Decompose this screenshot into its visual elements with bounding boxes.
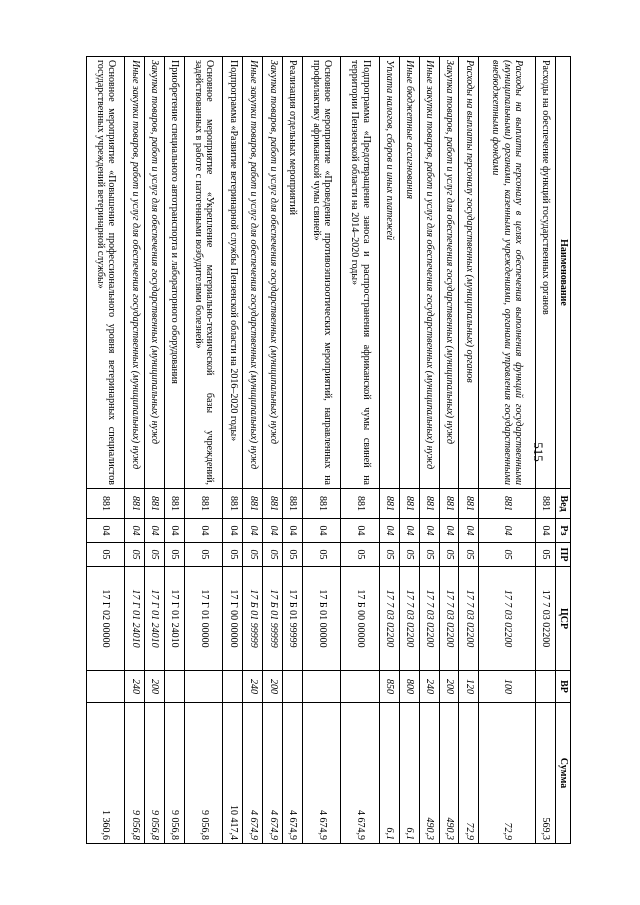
cell-sum: 1 360,6 [87, 703, 125, 844]
cell-ved: 881 [145, 489, 165, 519]
cell-vr [223, 671, 243, 703]
cell-ved: 881 [341, 489, 379, 519]
cell-pr: 05 [379, 543, 399, 567]
cell-csr: 17 Б 01 00000 [303, 567, 341, 671]
cell-sum: 72,9 [459, 703, 479, 844]
cell-rz: 04 [399, 519, 419, 543]
table-row [263, 57, 283, 844]
cell-rz: 04 [379, 519, 399, 543]
cell-sum: 9 056,8 [145, 703, 165, 844]
cell-pr: 05 [459, 543, 479, 567]
cell-sum: 569,3 [536, 703, 556, 844]
cell-csr: 17 Г 00 00000 [223, 567, 243, 671]
table-header-row [556, 57, 571, 844]
cell-pr: 05 [87, 543, 125, 567]
cell-pr: 05 [185, 543, 223, 567]
cell-pr: 05 [536, 543, 556, 567]
table-row [536, 57, 556, 844]
cell-rz: 04 [459, 519, 479, 543]
cell-csr: 17 Г 01 00000 [185, 567, 223, 671]
cell-name: Иные бюджетные ассигнования [399, 57, 419, 489]
header-csr: ЦСР [556, 567, 571, 671]
table-row [379, 57, 399, 844]
cell-vr [536, 671, 556, 703]
header-pr: ПР [556, 543, 571, 567]
cell-name: Закупка товаров, работ и услуг для обеспечения государственных (муниципальных) нужд [145, 57, 165, 489]
table-row [165, 57, 185, 844]
cell-csr: 17 Г 01 24010 [125, 567, 145, 671]
cell-sum: 4 674,9 [341, 703, 379, 844]
cell-name: Расходы на выплаты персоналу в целях обеспечения выполнения функций государственными (муниципальными) органами, казенными учреждениями, органами управления государственными внебюджетными фондами [479, 57, 536, 489]
header-name: Наименование [556, 57, 571, 489]
cell-name: Расходы на выплаты персоналу государственных (муниципальных) органов [459, 57, 479, 489]
cell-rz: 04 [125, 519, 145, 543]
cell-rz: 04 [439, 519, 459, 543]
cell-vr: 200 [145, 671, 165, 703]
cell-csr: 17 7 03 02200 [459, 567, 479, 671]
cell-ved: 881 [165, 489, 185, 519]
cell-vr [165, 671, 185, 703]
table-row [283, 57, 303, 844]
cell-csr: 17 7 03 02200 [379, 567, 399, 671]
table-row [223, 57, 243, 844]
cell-pr: 05 [419, 543, 439, 567]
cell-sum: 9 056,8 [185, 703, 223, 844]
cell-sum: 6,1 [379, 703, 399, 844]
table-row [185, 57, 223, 844]
cell-ved: 881 [303, 489, 341, 519]
cell-ved: 881 [536, 489, 556, 519]
cell-sum: 9 056,8 [125, 703, 145, 844]
cell-vr [341, 671, 379, 703]
cell-pr: 05 [243, 543, 263, 567]
cell-pr: 05 [283, 543, 303, 567]
cell-name: Иные закупки товаров, работ и услуг для обеспечения государственных (муниципальных) нужд [125, 57, 145, 489]
cell-rz: 04 [341, 519, 379, 543]
cell-csr: 17 Г 01 24010 [165, 567, 185, 671]
cell-vr: 850 [379, 671, 399, 703]
table-row [459, 57, 479, 844]
table-row [479, 57, 536, 844]
cell-vr [87, 671, 125, 703]
cell-sum: 4 674,9 [283, 703, 303, 844]
cell-rz: 04 [243, 519, 263, 543]
cell-ved: 881 [223, 489, 243, 519]
cell-pr: 05 [303, 543, 341, 567]
cell-name: Уплата налогов, сборов и иных платежей [379, 57, 399, 489]
table-row [87, 57, 125, 844]
cell-sum: 4 674,9 [303, 703, 341, 844]
cell-vr [303, 671, 341, 703]
cell-pr: 05 [223, 543, 243, 567]
cell-ved: 881 [479, 489, 536, 519]
cell-csr: 17 Г 02 00000 [87, 567, 125, 671]
cell-vr [185, 671, 223, 703]
cell-ved: 881 [379, 489, 399, 519]
budget-table-container [86, 56, 571, 843]
cell-pr: 05 [125, 543, 145, 567]
cell-pr: 05 [399, 543, 419, 567]
table-row [145, 57, 165, 844]
cell-ved: 881 [243, 489, 263, 519]
table-row [439, 57, 459, 844]
cell-pr: 05 [479, 543, 536, 567]
cell-name: Реализация отдельных мероприятий [283, 57, 303, 489]
cell-csr: 17 Б 01 99999 [263, 567, 283, 671]
cell-ved: 881 [263, 489, 283, 519]
cell-vr: 100 [479, 671, 536, 703]
table-row [399, 57, 419, 844]
cell-vr: 120 [459, 671, 479, 703]
cell-pr: 05 [165, 543, 185, 567]
cell-sum: 4 674,9 [243, 703, 263, 844]
cell-vr: 200 [439, 671, 459, 703]
table-row [419, 57, 439, 844]
cell-name: Основное мероприятие «Повышение профессионального уровня ветеринарных специалистов государственных учреждений ветеринарной службы» [87, 57, 125, 489]
cell-sum: 72,9 [479, 703, 536, 844]
cell-csr: 17 7 03 02200 [399, 567, 419, 671]
page-number: 515 [531, 442, 546, 462]
cell-name: Закупка товаров, работ и услуг для обеспечения государственных (муниципальных) нужд [439, 57, 459, 489]
cell-rz: 04 [419, 519, 439, 543]
cell-rz: 04 [536, 519, 556, 543]
cell-name: Иные закупки товаров, работ и услуг для обеспечения государственных (муниципальных) нужд [243, 57, 263, 489]
table-row [125, 57, 145, 844]
cell-rz: 04 [303, 519, 341, 543]
cell-ved: 881 [185, 489, 223, 519]
cell-rz: 04 [165, 519, 185, 543]
cell-rz: 04 [223, 519, 243, 543]
cell-csr: 17 7 03 02200 [419, 567, 439, 671]
cell-pr: 05 [145, 543, 165, 567]
cell-rz: 04 [87, 519, 125, 543]
cell-sum: 6,1 [399, 703, 419, 844]
cell-ved: 881 [125, 489, 145, 519]
cell-csr: 17 Б 01 99999 [243, 567, 263, 671]
cell-ved: 881 [439, 489, 459, 519]
cell-pr: 05 [439, 543, 459, 567]
cell-csr: 17 7 03 02200 [536, 567, 556, 671]
cell-name: Закупка товаров, работ и услуг для обеспечения государственных (муниципальных) нужд [263, 57, 283, 489]
header-rz: Рз [556, 519, 571, 543]
cell-rz: 04 [145, 519, 165, 543]
cell-name: Основное мероприятие «Укрепление материально-технической базы учреждений, задействованных в работе с патогенными возбудителями болезней» [185, 57, 223, 489]
cell-csr: 17 7 03 02200 [479, 567, 536, 671]
cell-ved: 881 [87, 489, 125, 519]
cell-vr [283, 671, 303, 703]
cell-name: Иные закупки товаров, работ и услуг для обеспечения государственных (муниципальных) нужд [419, 57, 439, 489]
rotated-page-frame [86, 56, 571, 843]
cell-name: Подпрограмма «Предотвращение заноса и распространения африканской чумы свиней на территории Пензенской области на 2014–2020 годы» [341, 57, 379, 489]
cell-ved: 881 [399, 489, 419, 519]
cell-vr: 240 [125, 671, 145, 703]
cell-sum: 490,3 [439, 703, 459, 844]
cell-name: Расходы на обеспечение функций государственных органов [536, 57, 556, 489]
header-vr: ВР [556, 671, 571, 703]
cell-name: Приобретение специального автотранспорта и лабораторного оборудования [165, 57, 185, 489]
header-sum: Сумма [556, 703, 571, 844]
cell-rz: 04 [283, 519, 303, 543]
table-row [303, 57, 341, 844]
cell-rz: 04 [479, 519, 536, 543]
cell-vr: 800 [399, 671, 419, 703]
cell-rz: 04 [263, 519, 283, 543]
cell-sum: 490,3 [419, 703, 439, 844]
cell-csr: 17 Б 01 99999 [283, 567, 303, 671]
cell-sum: 9 056,8 [165, 703, 185, 844]
cell-ved: 881 [459, 489, 479, 519]
cell-csr: 17 Б 00 00000 [341, 567, 379, 671]
table-row [243, 57, 263, 844]
cell-sum: 10 417,4 [223, 703, 243, 844]
cell-ved: 881 [419, 489, 439, 519]
cell-pr: 05 [341, 543, 379, 567]
cell-vr: 200 [263, 671, 283, 703]
cell-vr: 240 [243, 671, 263, 703]
cell-vr: 240 [419, 671, 439, 703]
budget-table [86, 56, 571, 844]
table-row [341, 57, 379, 844]
header-ved: Вед [556, 489, 571, 519]
cell-ved: 881 [283, 489, 303, 519]
cell-pr: 05 [263, 543, 283, 567]
cell-sum: 4 674,9 [263, 703, 283, 844]
cell-name: Основное мероприятие «Проведение противоэпизоотических мероприятий, направленных на профилактику африканской чумы свиней» [303, 57, 341, 489]
cell-csr: 17 7 03 02200 [439, 567, 459, 671]
cell-csr: 17 Г 01 24010 [145, 567, 165, 671]
cell-rz: 04 [185, 519, 223, 543]
cell-name: Подпрограмма «Развитие ветеринарной службы Пензенской области на 2016–2020 годы» [223, 57, 243, 489]
